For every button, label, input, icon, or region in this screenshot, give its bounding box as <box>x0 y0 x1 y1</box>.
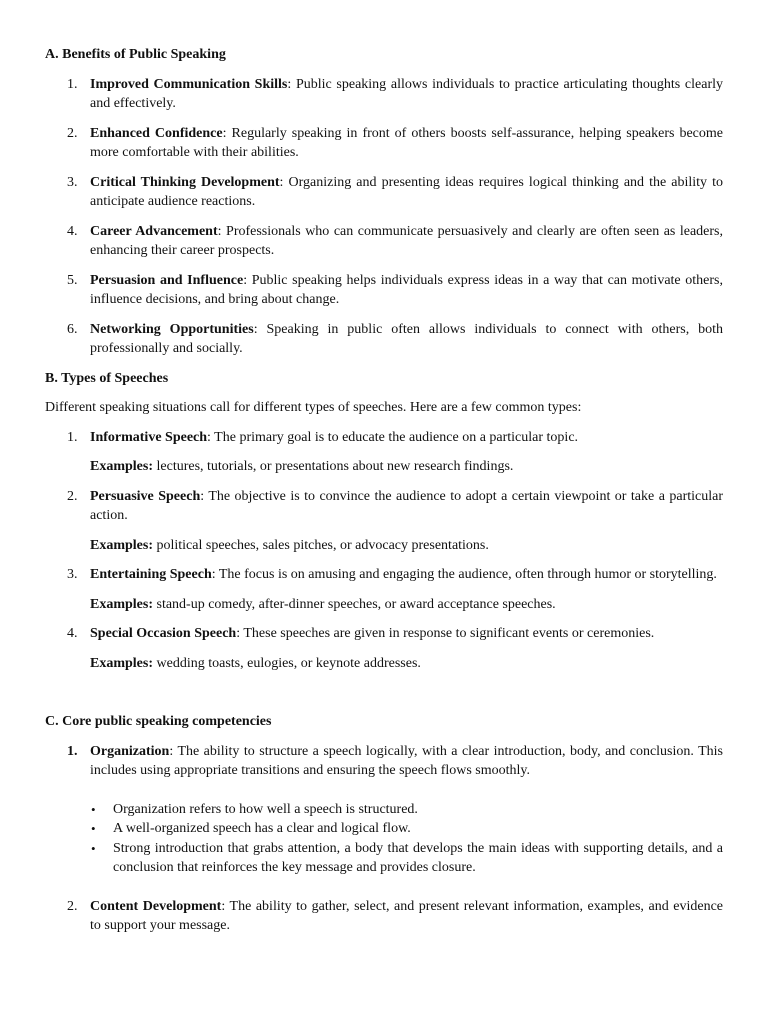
benefit-term: Networking Opportunities <box>90 321 254 337</box>
list-item <box>91 800 723 820</box>
benefit-term: Career Advancement <box>90 223 218 239</box>
bullet-icon: • <box>91 840 96 856</box>
benefit-text: : Organizing and presenting ideas requires logical thinking and the ability to anticipate audience reactions. <box>90 174 723 209</box>
list-item <box>91 839 723 878</box>
competency-text: : The ability to gather, select, and present relevant information, examples, and evidence to support your message. <box>90 898 723 933</box>
benefit-item <box>45 124 723 163</box>
section-a-heading: A. Benefits of Public Speaking <box>45 47 226 62</box>
competency-item <box>45 897 723 936</box>
competency-term: Content Development <box>90 898 222 914</box>
section-b-intro: Different speaking situations call for different types of speeches. Here are a few common types: <box>45 400 582 415</box>
examples-text: lectures, tutorials, or presentations about new research findings. <box>153 459 514 474</box>
examples-line <box>45 536 723 556</box>
bullet-text: A well-organized speech has a clear and logical flow. <box>113 821 411 836</box>
examples-line <box>45 595 723 615</box>
benefit-term: Persuasion and Influence <box>90 272 244 288</box>
list-number: 6. <box>67 321 78 337</box>
speech-type-text: : The primary goal is to educate the audience on a particular topic. <box>207 429 579 445</box>
list-number: 4. <box>67 626 78 641</box>
list-number: 3. <box>67 174 78 190</box>
examples-label: Examples: <box>90 537 153 553</box>
speech-type-item <box>45 565 723 585</box>
benefit-item <box>45 222 723 261</box>
speech-type-item <box>45 428 723 448</box>
benefit-item <box>45 271 723 310</box>
list-number: 3. <box>67 567 78 582</box>
bullet-text: Organization refers to how well a speech is structured. <box>113 801 418 817</box>
list-number: 1. <box>67 76 78 92</box>
examples-label: Examples: <box>90 596 153 612</box>
benefit-item <box>45 320 723 359</box>
list-number: 4. <box>67 223 78 239</box>
list-number: 2. <box>67 898 78 914</box>
examples-text: stand-up comedy, after-dinner speeches, or award acceptance speeches. <box>153 596 556 612</box>
bullet-icon: • <box>91 821 96 836</box>
examples-label: Examples: <box>90 459 153 474</box>
benefit-text: : Public speaking allows individuals to practice articulating thoughts clearly and effectively. <box>90 76 723 111</box>
speech-type-text: : The focus is on amusing and engaging the audience, often through humor or storytelling. <box>211 567 717 582</box>
speech-type-item <box>45 487 723 526</box>
list-number: 2. <box>67 125 78 141</box>
speech-type-term: Persuasive Speech <box>90 488 201 504</box>
competency-item <box>45 742 723 781</box>
speech-type-term: Entertaining Speech <box>90 567 212 582</box>
speech-type-term: Special Occasion Speech <box>90 626 237 641</box>
list-number: 5. <box>67 272 78 288</box>
bullet-icon: • <box>91 801 96 817</box>
benefit-text: : Professionals who can communicate persuasively and clearly are often seen as leaders, enhancing their career prospects. <box>90 223 723 258</box>
benefit-item <box>45 173 723 212</box>
benefit-text: : Speaking in public often allows individuals to connect with others, both professionally and socially. <box>90 321 723 356</box>
list-number: 1. <box>67 743 78 759</box>
list-number: 2. <box>67 488 78 504</box>
examples-text: wedding toasts, eulogies, or keynote addresses. <box>153 655 421 671</box>
bullet-list <box>45 800 723 878</box>
speech-type-item <box>45 624 723 644</box>
section-c-heading: C. Core public speaking competencies <box>45 714 272 729</box>
examples-line <box>45 654 723 674</box>
benefit-item <box>45 75 723 114</box>
document-body <box>45 45 723 936</box>
speech-type-text: : The objective is to convince the audience to adopt a certain viewpoint or take a particular action. <box>90 488 724 523</box>
benefit-term: Critical Thinking Development <box>90 174 280 190</box>
benefit-text: : Regularly speaking in front of others boosts self-assurance, helping speakers become more comfortable with their abilities. <box>90 125 723 160</box>
bullet-text: Strong introduction that grabs attention, a body that develops the main ideas with supporting details, and a conclusion that reinforces the key message and provides closure. <box>113 840 723 875</box>
speech-type-text: : These speeches are given in response to significant events or ceremonies. <box>236 626 655 641</box>
benefit-term: Enhanced Confidence <box>90 125 223 141</box>
benefit-text: : Public speaking helps individuals express ideas in a way that can motivate others, influence decisions, and bring about change. <box>90 272 723 307</box>
examples-label: Examples: <box>90 655 153 671</box>
examples-text: political speeches, sales pitches, or advocacy presentations. <box>153 537 489 553</box>
speech-type-term: Informative Speech <box>90 429 208 445</box>
competency-term: Organization <box>90 743 170 759</box>
list-item <box>91 819 723 839</box>
benefit-term: Improved Communication Skills <box>90 76 288 92</box>
examples-line <box>45 457 723 477</box>
list-number: 1. <box>67 429 78 445</box>
competency-text: : The ability to structure a speech logically, with a clear introduction, body, and conclusion. This includes using appropriate transitions and ensuring the speech flows smoothly. <box>90 743 723 778</box>
section-b-heading: B. Types of Speeches <box>45 370 169 386</box>
